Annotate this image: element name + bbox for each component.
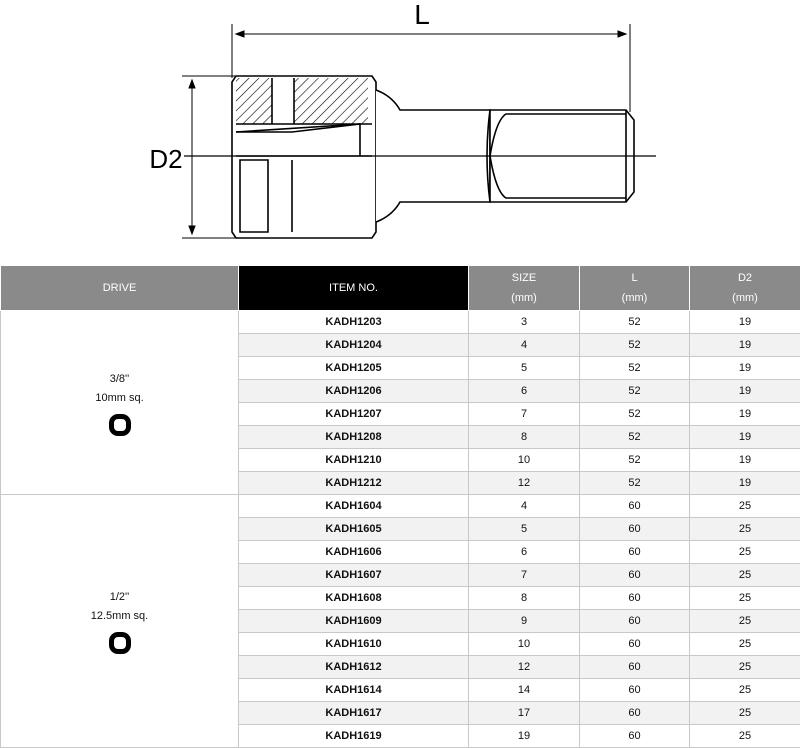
header-item-no: ITEM NO. <box>239 266 469 311</box>
table-row <box>1 311 800 334</box>
size-cell: 17 <box>469 702 580 725</box>
item-number-cell: KADH1607 <box>239 564 469 587</box>
item-number-cell: KADH1609 <box>239 610 469 633</box>
length-cell: 60 <box>580 633 690 656</box>
item-number-cell: KADH1617 <box>239 702 469 725</box>
item-number-cell: KADH1605 <box>239 518 469 541</box>
item-number-cell: KADH1608 <box>239 587 469 610</box>
drive-size: 3/8'' <box>109 372 130 385</box>
size-cell: 3 <box>469 311 580 334</box>
length-cell: 60 <box>580 587 690 610</box>
length-cell: 52 <box>580 334 690 357</box>
d2-cell: 19 <box>690 403 800 426</box>
item-number-cell: KADH1604 <box>239 495 469 518</box>
length-cell: 52 <box>580 403 690 426</box>
item-number-cell: KADH1203 <box>239 311 469 334</box>
length-cell: 60 <box>580 564 690 587</box>
d2-cell: 19 <box>690 357 800 380</box>
size-cell: 14 <box>469 679 580 702</box>
size-cell: 10 <box>469 449 580 472</box>
length-label: L <box>414 0 430 30</box>
item-number-cell: KADH1210 <box>239 449 469 472</box>
item-number-cell: KADH1610 <box>239 633 469 656</box>
length-cell: 52 <box>580 426 690 449</box>
drive-size: 1/2'' <box>109 591 130 603</box>
size-cell: 5 <box>469 518 580 541</box>
length-cell: 52 <box>580 380 690 403</box>
table-header-row <box>1 266 800 311</box>
length-cell: 60 <box>580 656 690 679</box>
length-cell: 52 <box>580 472 690 495</box>
item-number-cell: KADH1612 <box>239 656 469 679</box>
d2-cell: 19 <box>690 449 800 472</box>
d2-cell: 25 <box>690 495 800 518</box>
spec-table <box>0 266 800 748</box>
size-cell: 7 <box>469 403 580 426</box>
length-cell: 60 <box>580 725 690 748</box>
drive-cell <box>1 495 239 748</box>
drive-square-size: 10mm sq. <box>95 391 144 404</box>
length-cell: 60 <box>580 610 690 633</box>
item-number-cell: KADH1204 <box>239 334 469 357</box>
item-number-cell: KADH1205 <box>239 357 469 380</box>
size-cell: 7 <box>469 564 580 587</box>
drive-square-size: 12.5mm sq. <box>90 610 149 622</box>
header-length: L (mm) <box>580 266 690 311</box>
d2-cell: 25 <box>690 656 800 679</box>
size-cell: 8 <box>469 426 580 449</box>
size-cell: 9 <box>469 610 580 633</box>
square-drive-icon <box>109 632 131 654</box>
d2-cell: 25 <box>690 610 800 633</box>
item-number-cell: KADH1606 <box>239 541 469 564</box>
socket-technical-drawing <box>0 0 800 262</box>
size-cell: 8 <box>469 587 580 610</box>
item-number-cell: KADH1212 <box>239 472 469 495</box>
size-cell: 12 <box>469 656 580 679</box>
size-cell: 6 <box>469 541 580 564</box>
size-cell: 10 <box>469 633 580 656</box>
d2-cell: 19 <box>690 472 800 495</box>
d2-cell: 25 <box>690 725 800 748</box>
item-number-cell: KADH1614 <box>239 679 469 702</box>
diameter-label: D2 <box>149 144 183 174</box>
header-drive: DRIVE <box>1 266 239 311</box>
length-cell: 60 <box>580 541 690 564</box>
d2-cell: 25 <box>690 587 800 610</box>
length-cell: 52 <box>580 449 690 472</box>
d2-cell: 19 <box>690 426 800 449</box>
drive-cell <box>1 311 239 495</box>
length-cell: 52 <box>580 311 690 334</box>
d2-cell: 25 <box>690 702 800 725</box>
d2-cell: 19 <box>690 311 800 334</box>
d2-cell: 25 <box>690 564 800 587</box>
size-cell: 4 <box>469 334 580 357</box>
length-cell: 52 <box>580 357 690 380</box>
size-cell: 6 <box>469 380 580 403</box>
diameter-dimension <box>182 76 236 238</box>
d2-cell: 25 <box>690 518 800 541</box>
size-cell: 4 <box>469 495 580 518</box>
item-number-cell: KADH1207 <box>239 403 469 426</box>
d2-cell: 25 <box>690 633 800 656</box>
length-cell: 60 <box>580 702 690 725</box>
length-cell: 60 <box>580 679 690 702</box>
square-drive-icon <box>109 414 131 436</box>
size-cell: 19 <box>469 725 580 748</box>
header-d2: D2 (mm) <box>690 266 800 311</box>
item-number-cell: KADH1208 <box>239 426 469 449</box>
socket-body <box>232 76 634 238</box>
item-number-cell: KADH1619 <box>239 725 469 748</box>
size-cell: 5 <box>469 357 580 380</box>
d2-cell: 25 <box>690 679 800 702</box>
length-cell: 60 <box>580 518 690 541</box>
length-cell: 60 <box>580 495 690 518</box>
d2-cell: 25 <box>690 541 800 564</box>
item-number-cell: KADH1206 <box>239 380 469 403</box>
d2-cell: 19 <box>690 334 800 357</box>
header-size: SIZE (mm) <box>469 266 580 311</box>
d2-cell: 19 <box>690 380 800 403</box>
size-cell: 12 <box>469 472 580 495</box>
table-row <box>1 495 800 518</box>
